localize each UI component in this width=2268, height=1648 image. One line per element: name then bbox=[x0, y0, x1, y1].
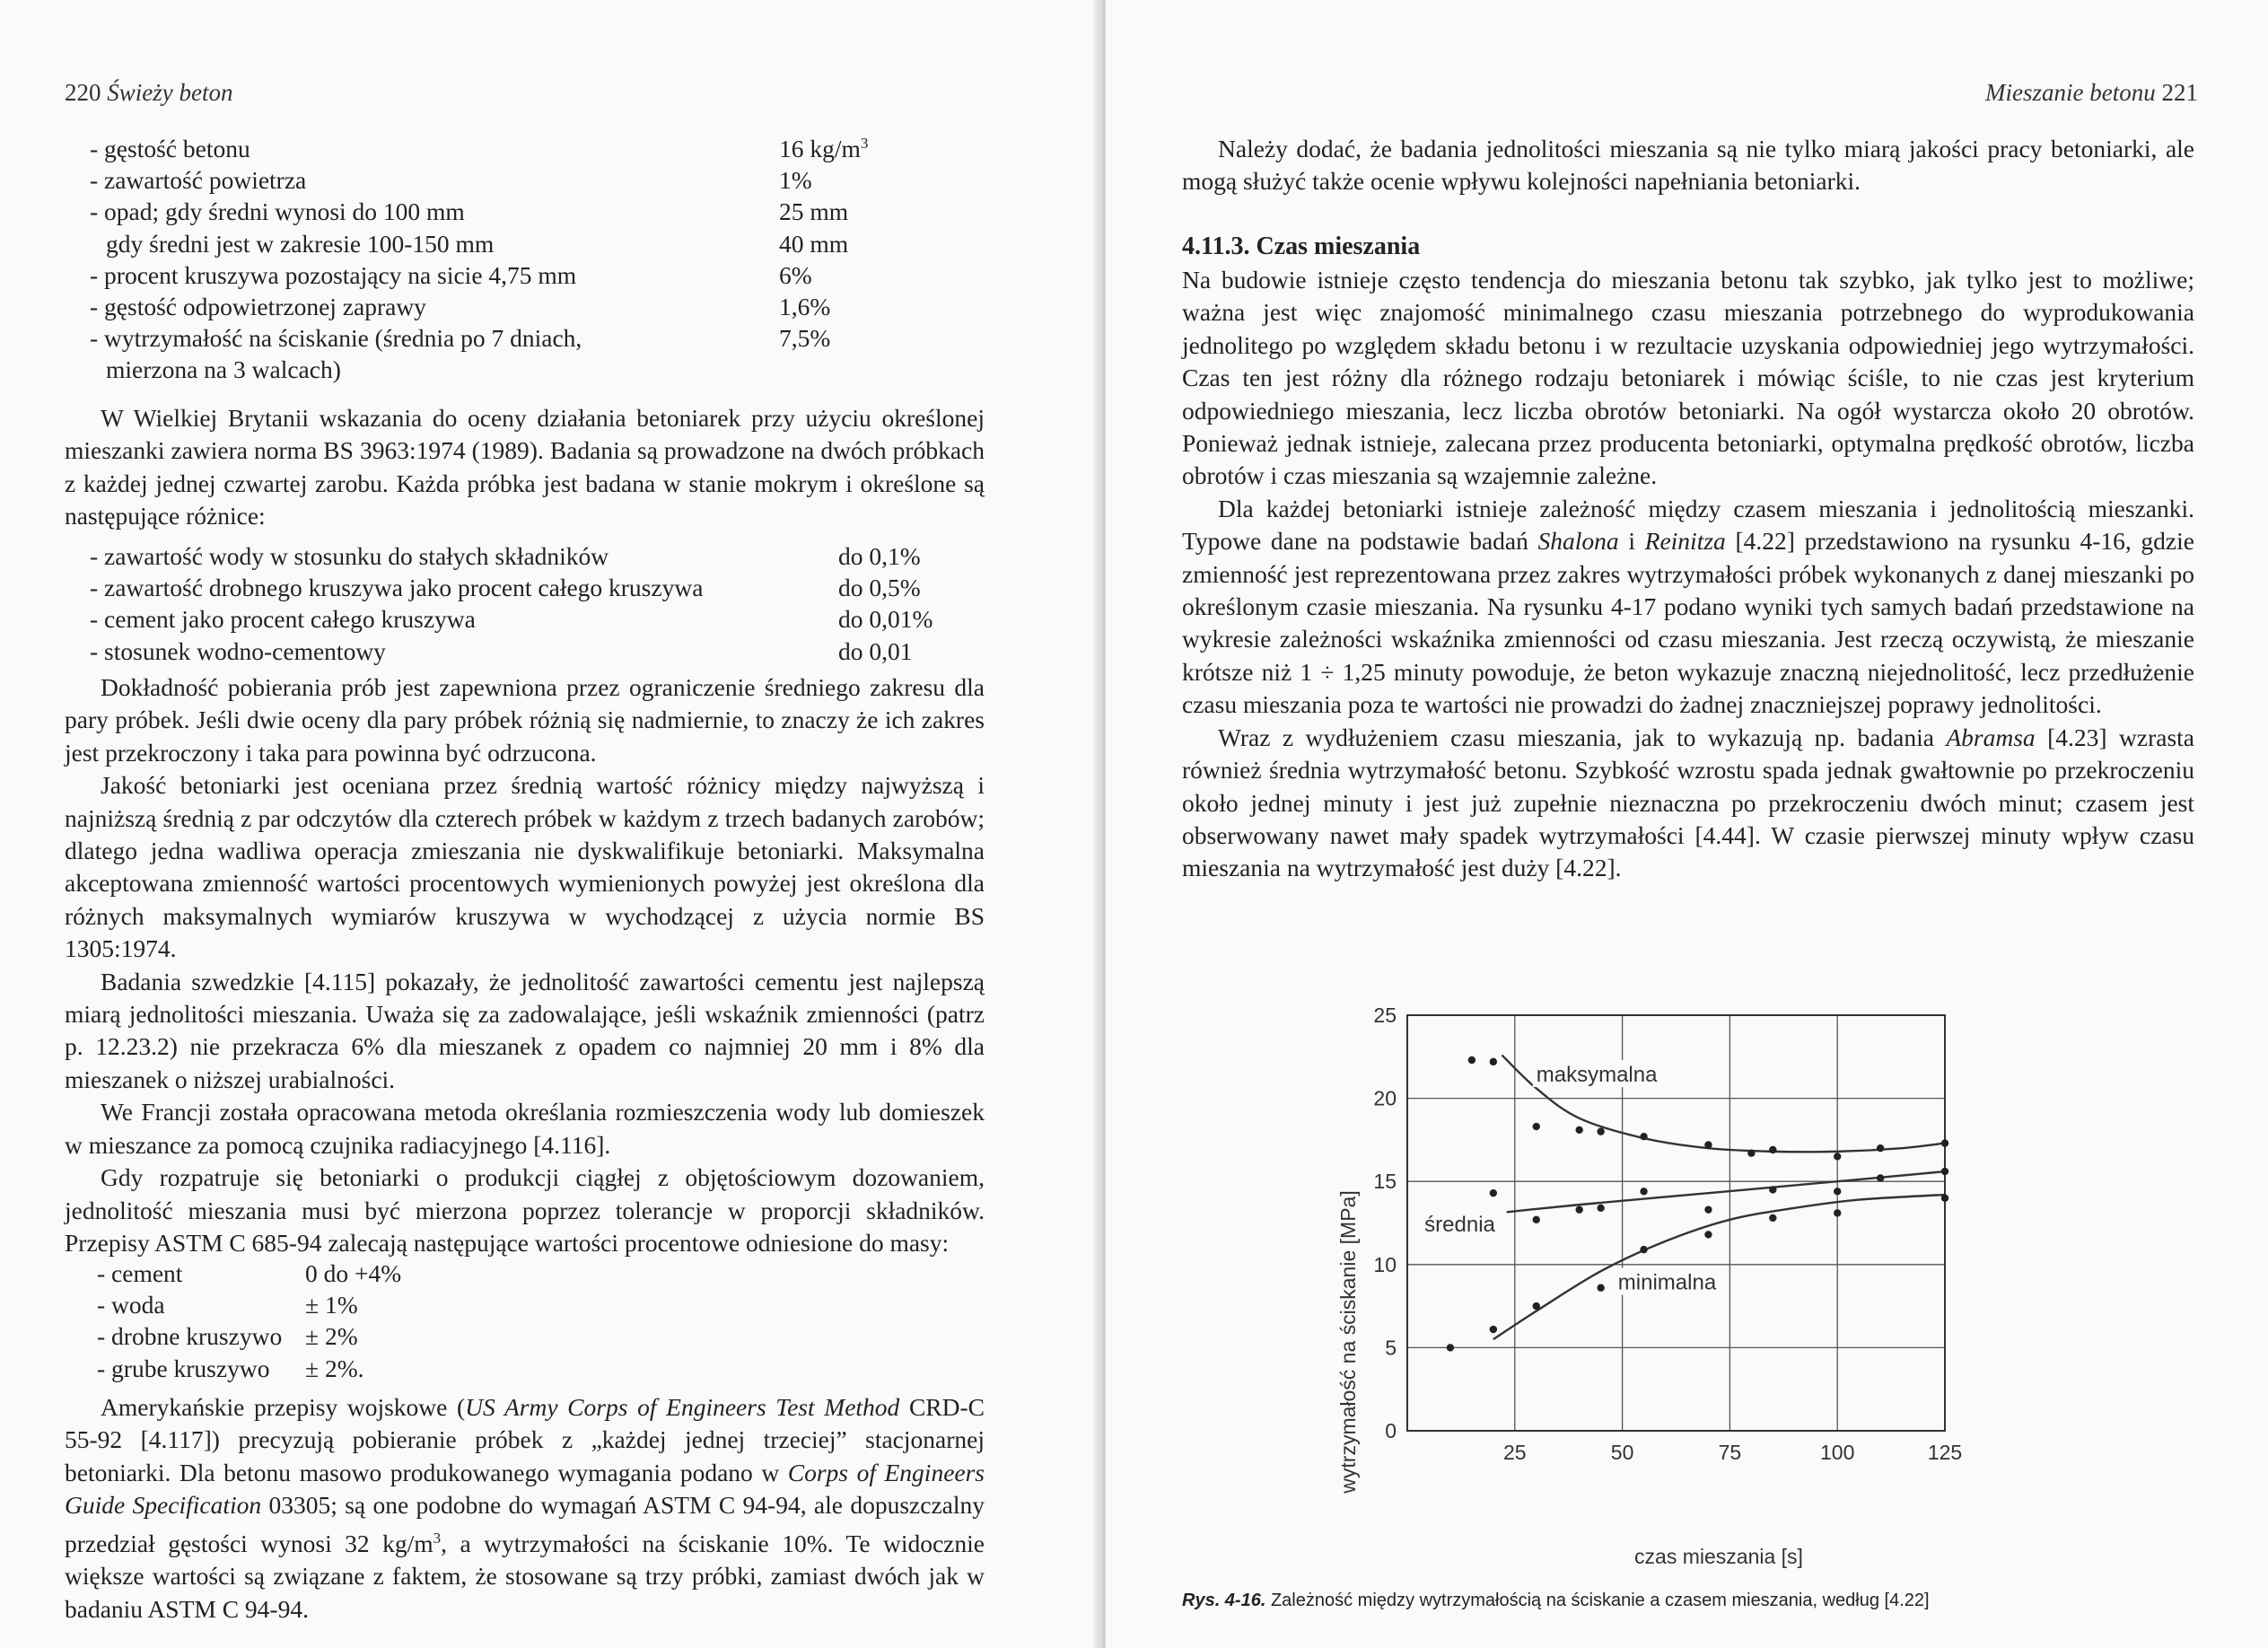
page-number: 220 bbox=[65, 79, 101, 106]
spec-label: - procent kruszywa pozostający na sicie 4,75 mm bbox=[90, 260, 577, 289]
spec-label: - wytrzymałość na ściskanie (średnia po 7 dniach, bbox=[90, 324, 582, 353]
difference-value: do 0,01% bbox=[838, 605, 933, 634]
series-annotation: minimalna bbox=[1617, 1270, 1717, 1295]
spec-value: 25 mm bbox=[779, 197, 849, 226]
series-annotation: maksymalna bbox=[1536, 1063, 1658, 1088]
right-page-header bbox=[1985, 79, 2198, 107]
x-tick-label: 100 bbox=[1820, 1441, 1855, 1464]
body-text-left-3 bbox=[65, 1391, 985, 1626]
x-axis-label: czas mieszania [s] bbox=[1634, 1545, 1803, 1568]
caption-text: Zależność między wytrzymałością na ściskanie a czasem mieszania, według [4.22] bbox=[1270, 1591, 1930, 1610]
difference-value: do 0,01 bbox=[838, 636, 913, 665]
data-point-średnia bbox=[1597, 1205, 1604, 1212]
right-page bbox=[1106, 0, 2268, 1648]
x-tick-label: 25 bbox=[1503, 1441, 1527, 1464]
tolerance-value: ± 1% bbox=[305, 1291, 358, 1319]
paragraph: W Wielkiej Brytanii wskazania do oceny działania betoniarek przy użyciu określonej mieszanki zawiera norma BS 3963:1974 (1989). Badania są prowadzone na dwóch próbkach z każdej jednej czwartej zarobu. Każda próbka jest badana w stanie mokrym i określone są następujące różnice: bbox=[65, 404, 985, 530]
data-point-minimalna bbox=[1941, 1195, 1948, 1202]
series-curve-minimalna bbox=[1493, 1195, 1945, 1339]
data-point-średnia bbox=[1575, 1205, 1582, 1213]
data-point-maksymalna bbox=[1575, 1126, 1582, 1134]
difference-value: do 0,1% bbox=[838, 542, 921, 570]
data-point-średnia bbox=[1640, 1188, 1647, 1195]
series-curve-średnia bbox=[1450, 1171, 1945, 1218]
data-point-minimalna bbox=[1769, 1214, 1776, 1222]
running-title: Świeży beton bbox=[107, 79, 233, 106]
data-point-minimalna bbox=[1704, 1231, 1712, 1238]
paragraph: Amerykańskie przepisy wojskowe (US Army Corps of Engineers Test Method CRD-C 55-92 [4.117]) precyzują pobieranie próbek z „każdej jednej trzeciej” stacjonarnej betoniarki. Dla betonu masowo produkowanego wymagania podano w Corps of Engineers Guide Specification 03305; są one podobne do wymagań ASTM C 94-94, ale dopuszczalny przedział gęstości wynosi 32 $kg/m^3$, a wytrzymałości na ściskanie 10%. Te widocznie większe wartości są związane z faktem, że stosowane są trzy próbki, zamiast dwóch jak w badaniu ASTM C 94-94. bbox=[65, 1393, 985, 1623]
data-point-minimalna bbox=[1834, 1209, 1841, 1216]
tolerance-label: - woda bbox=[97, 1291, 165, 1319]
data-point-maksymalna bbox=[1640, 1133, 1647, 1140]
data-point-maksymalna bbox=[1468, 1056, 1476, 1064]
data-point-minimalna bbox=[1533, 1302, 1540, 1310]
data-point-średnia bbox=[1704, 1205, 1712, 1213]
strength-vs-mixing-time-chart bbox=[1328, 996, 2136, 1580]
data-point-maksymalna bbox=[1834, 1153, 1841, 1160]
tolerance-value: 0 do +4% bbox=[305, 1259, 402, 1287]
spec-label: - gęstość odpowietrzonej zaprawy bbox=[90, 293, 426, 320]
data-point-maksymalna bbox=[1597, 1127, 1604, 1135]
spec-value: 1,6% bbox=[779, 293, 831, 320]
data-point-średnia bbox=[1533, 1216, 1540, 1223]
data-point-minimalna bbox=[1597, 1284, 1604, 1292]
spec-label: mierzona na 3 walcach) bbox=[106, 355, 341, 384]
data-point-maksymalna bbox=[1877, 1144, 1884, 1152]
data-point-średnia bbox=[1769, 1186, 1776, 1193]
x-tick-label: 125 bbox=[1927, 1441, 1963, 1464]
paragraph: Na budowie istnieje często tendencja do mieszania betonu tak szybko, jak tylko jest to możliwe; ważna jest więc znajomość minimalnego czasu mieszania potrzebnego do wyprodukowania jednolitego po względem składu betonu i w rezultacie uzyskania odpowiedniej jego wytrzymałości. Czas ten jest różny dla różnego rodzaju betoniarek i mówiąc ściśle, to nie czas jest kryterium odpowiedniego mieszania, lecz liczba obrotów betoniarki. Na ogół wystarcza około 20 obrotów. Ponieważ jednak istnieje, zalecana przez producenta betoniarki, optymalna prędkość obrotów, liczba obrotów i czas mieszania są wzajemnie zależne. bbox=[1182, 266, 2194, 490]
difference-label: - cement jako procent całego kruszywa bbox=[90, 605, 476, 634]
paragraph: Dla każdej betoniarki istnieje zależność między czasem mieszania i jednolitością mieszanki. Typowe dane na podstawie badań Shalona i Reinitza [4.22] przedstawiono na rysunku 4-16, gdzie zmienność jest reprezentowana przez zakres wytrzymałości próbek wykonanych z danej mieszanki po określonym czasie mieszania. Na rysunku 4-17 podano wyniki tych samych badań przedstawione na wykresie zależności wskaźnika zmienności od czasu mieszania. Jest rzeczą oczywistą, że mieszanie krótsze niż 1 ÷ 1,25 minuty powoduje, że beton wykazuje znaczną niejednolitość, lecz przedłużenie czasu mieszania poza te wartości nie prowadzi do żadnej znaczniejszej poprawy jednolitości. bbox=[1182, 494, 2194, 719]
spec-value: 7,5% bbox=[779, 324, 831, 353]
difference-label: - zawartość drobnego kruszywa jako procent całego kruszywa bbox=[90, 574, 704, 602]
data-point-minimalna bbox=[1490, 1326, 1497, 1333]
difference-value: do 0,5% bbox=[838, 574, 921, 602]
data-point-maksymalna bbox=[1769, 1146, 1776, 1153]
page-number: 221 bbox=[2161, 79, 2198, 106]
data-point-średnia bbox=[1834, 1188, 1841, 1195]
x-tick-label: 75 bbox=[1718, 1441, 1742, 1464]
body-text-left-2 bbox=[65, 671, 985, 1259]
running-title: Mieszanie betonu bbox=[1985, 79, 2156, 106]
paragraph: Badania szwedzkie [4.115] pokazały, że jednolitość zawartości cementu jest najlepszą miarą jednolitości mieszania. Uważa się za zadowalające, jeśli wskaźnik zmienności (patrz p. 12.23.2) nie przekracza 6% dla mieszanek z opadem co najmniej 20 mm i 8% dla mieszanek o niższej urabialności. bbox=[65, 967, 985, 1093]
data-point-maksymalna bbox=[1704, 1141, 1712, 1148]
y-tick-label: 10 bbox=[1373, 1252, 1397, 1276]
left-page-header bbox=[65, 79, 232, 107]
paragraph: Wraz z wydłużeniem czasu mieszania, jak to wykazują np. badania Abramsa [4.23] wzrasta również średnia wytrzymałość betonu. Szybkość wzrostu spada jednak gwałtownie po przekroczeniu około jednej minuty i jest już zupełnie nieznaczna po przekroczeniu dwóch minut; czasem jest obserwowany nawet mały spadek wytrzymałości [4.44]. W czasie pierwszej minuty wpływ czasu mieszania na wytrzymałość jest duży [4.22]. bbox=[1182, 723, 2194, 882]
spec-value: 16 $kg/m^3$ bbox=[779, 135, 869, 163]
series-annotation: średnia bbox=[1424, 1212, 1495, 1237]
data-point-średnia bbox=[1490, 1189, 1497, 1197]
paragraph: Gdy rozpatruje się betoniarki o produkcji ciągłej z objętościowym dozowaniem, jednolitość mieszania musi być mierzona poprzez tolerancje w proporcji składników. Przepisy ASTM C 685-94 zalecają następujące wartości procentowe odniesione do masy: bbox=[65, 1163, 985, 1257]
spec-label: - zawartość powietrza bbox=[90, 166, 307, 195]
y-tick-label: 15 bbox=[1373, 1170, 1397, 1194]
spec-value: 6% bbox=[779, 260, 812, 289]
caption-label: Rys. 4-16. bbox=[1182, 1591, 1266, 1610]
paragraph: Jakość betoniarki jest oceniana przez średnią wartość różnicy między najwyższą i najniższą średnią z par odczytów dla czterech próbek w każdym z trzech badanych zarobów; dlatego jedna wadliwa operacja zmieszania nie dyskwalifikuje betoniarki. Maksymalna akceptowana zmienność wartości procentowych wymienionych powyżej jest określona dla różnych maksymalnych wymiarów kruszywa w wychodzącej z użycia normie BS 1305:1974. bbox=[65, 771, 985, 963]
data-point-maksymalna bbox=[1747, 1150, 1755, 1157]
spec-label: - gęstość betonu bbox=[90, 135, 250, 162]
y-axis-label: wytrzymałość na ściskanie [MPa] bbox=[1336, 1190, 1360, 1494]
y-tick-label: 25 bbox=[1373, 1004, 1397, 1027]
tolerance-label: - cement bbox=[97, 1259, 183, 1287]
y-tick-label: 0 bbox=[1385, 1419, 1397, 1442]
tolerance-value: ± 2%. bbox=[305, 1354, 364, 1382]
data-point-minimalna bbox=[1447, 1344, 1454, 1351]
paragraph: We Francji została opracowana metoda określania rozmieszczenia wody lub domieszek w mieszance za pomocą czujnika radiacyjnego [4.116]. bbox=[65, 1098, 985, 1159]
body-text-left bbox=[65, 402, 985, 533]
tolerance-label: - grube kruszywo bbox=[97, 1354, 270, 1382]
difference-label: - stosunek wodno-cementowy bbox=[90, 636, 386, 665]
y-tick-label: 5 bbox=[1385, 1336, 1397, 1360]
data-point-maksymalna bbox=[1490, 1058, 1497, 1065]
tolerance-label: - drobne kruszywo bbox=[97, 1322, 283, 1351]
left-page bbox=[0, 0, 1104, 1648]
spec-value: 40 mm bbox=[779, 229, 849, 258]
data-point-średnia bbox=[1877, 1174, 1884, 1181]
paragraph: Dokładność pobierania prób jest zapewniona przez ograniczenie średniego zakresu dla pary próbek. Jeśli dwie oceny dla pary próbek różnią się nadmiernie, to znaczy że ich zakres jest przekroczony i taka para powinna być odrzucona. bbox=[65, 673, 985, 767]
data-point-maksymalna bbox=[1941, 1139, 1948, 1146]
body-text-right bbox=[1182, 133, 2194, 198]
body-text-right-2 bbox=[1182, 264, 2194, 885]
paragraph: Należy dodać, że badania jednolitości mieszania są nie tylko miarą jakości pracy betoniarki, ale mogą służyć także ocenie wpływu kolejności napełniania betoniarki. bbox=[1182, 135, 2194, 196]
data-point-maksymalna bbox=[1533, 1123, 1540, 1130]
difference-label: - zawartość wody w stosunku do stałych składników bbox=[90, 542, 609, 570]
spec-value: 1% bbox=[779, 166, 812, 195]
section-heading: 4.11.3. Czas mieszania bbox=[1182, 232, 1421, 260]
spec-label: gdy średni jest w zakresie 100-150 mm bbox=[106, 229, 495, 258]
x-tick-label: 50 bbox=[1610, 1441, 1634, 1464]
y-tick-label: 20 bbox=[1373, 1086, 1397, 1110]
data-point-średnia bbox=[1941, 1168, 1948, 1175]
data-point-minimalna bbox=[1640, 1246, 1647, 1253]
tolerance-value: ± 2% bbox=[305, 1322, 358, 1351]
figure-caption bbox=[1182, 1591, 1930, 1611]
spec-label: - opad; gdy średni wynosi do 100 mm bbox=[90, 197, 465, 226]
